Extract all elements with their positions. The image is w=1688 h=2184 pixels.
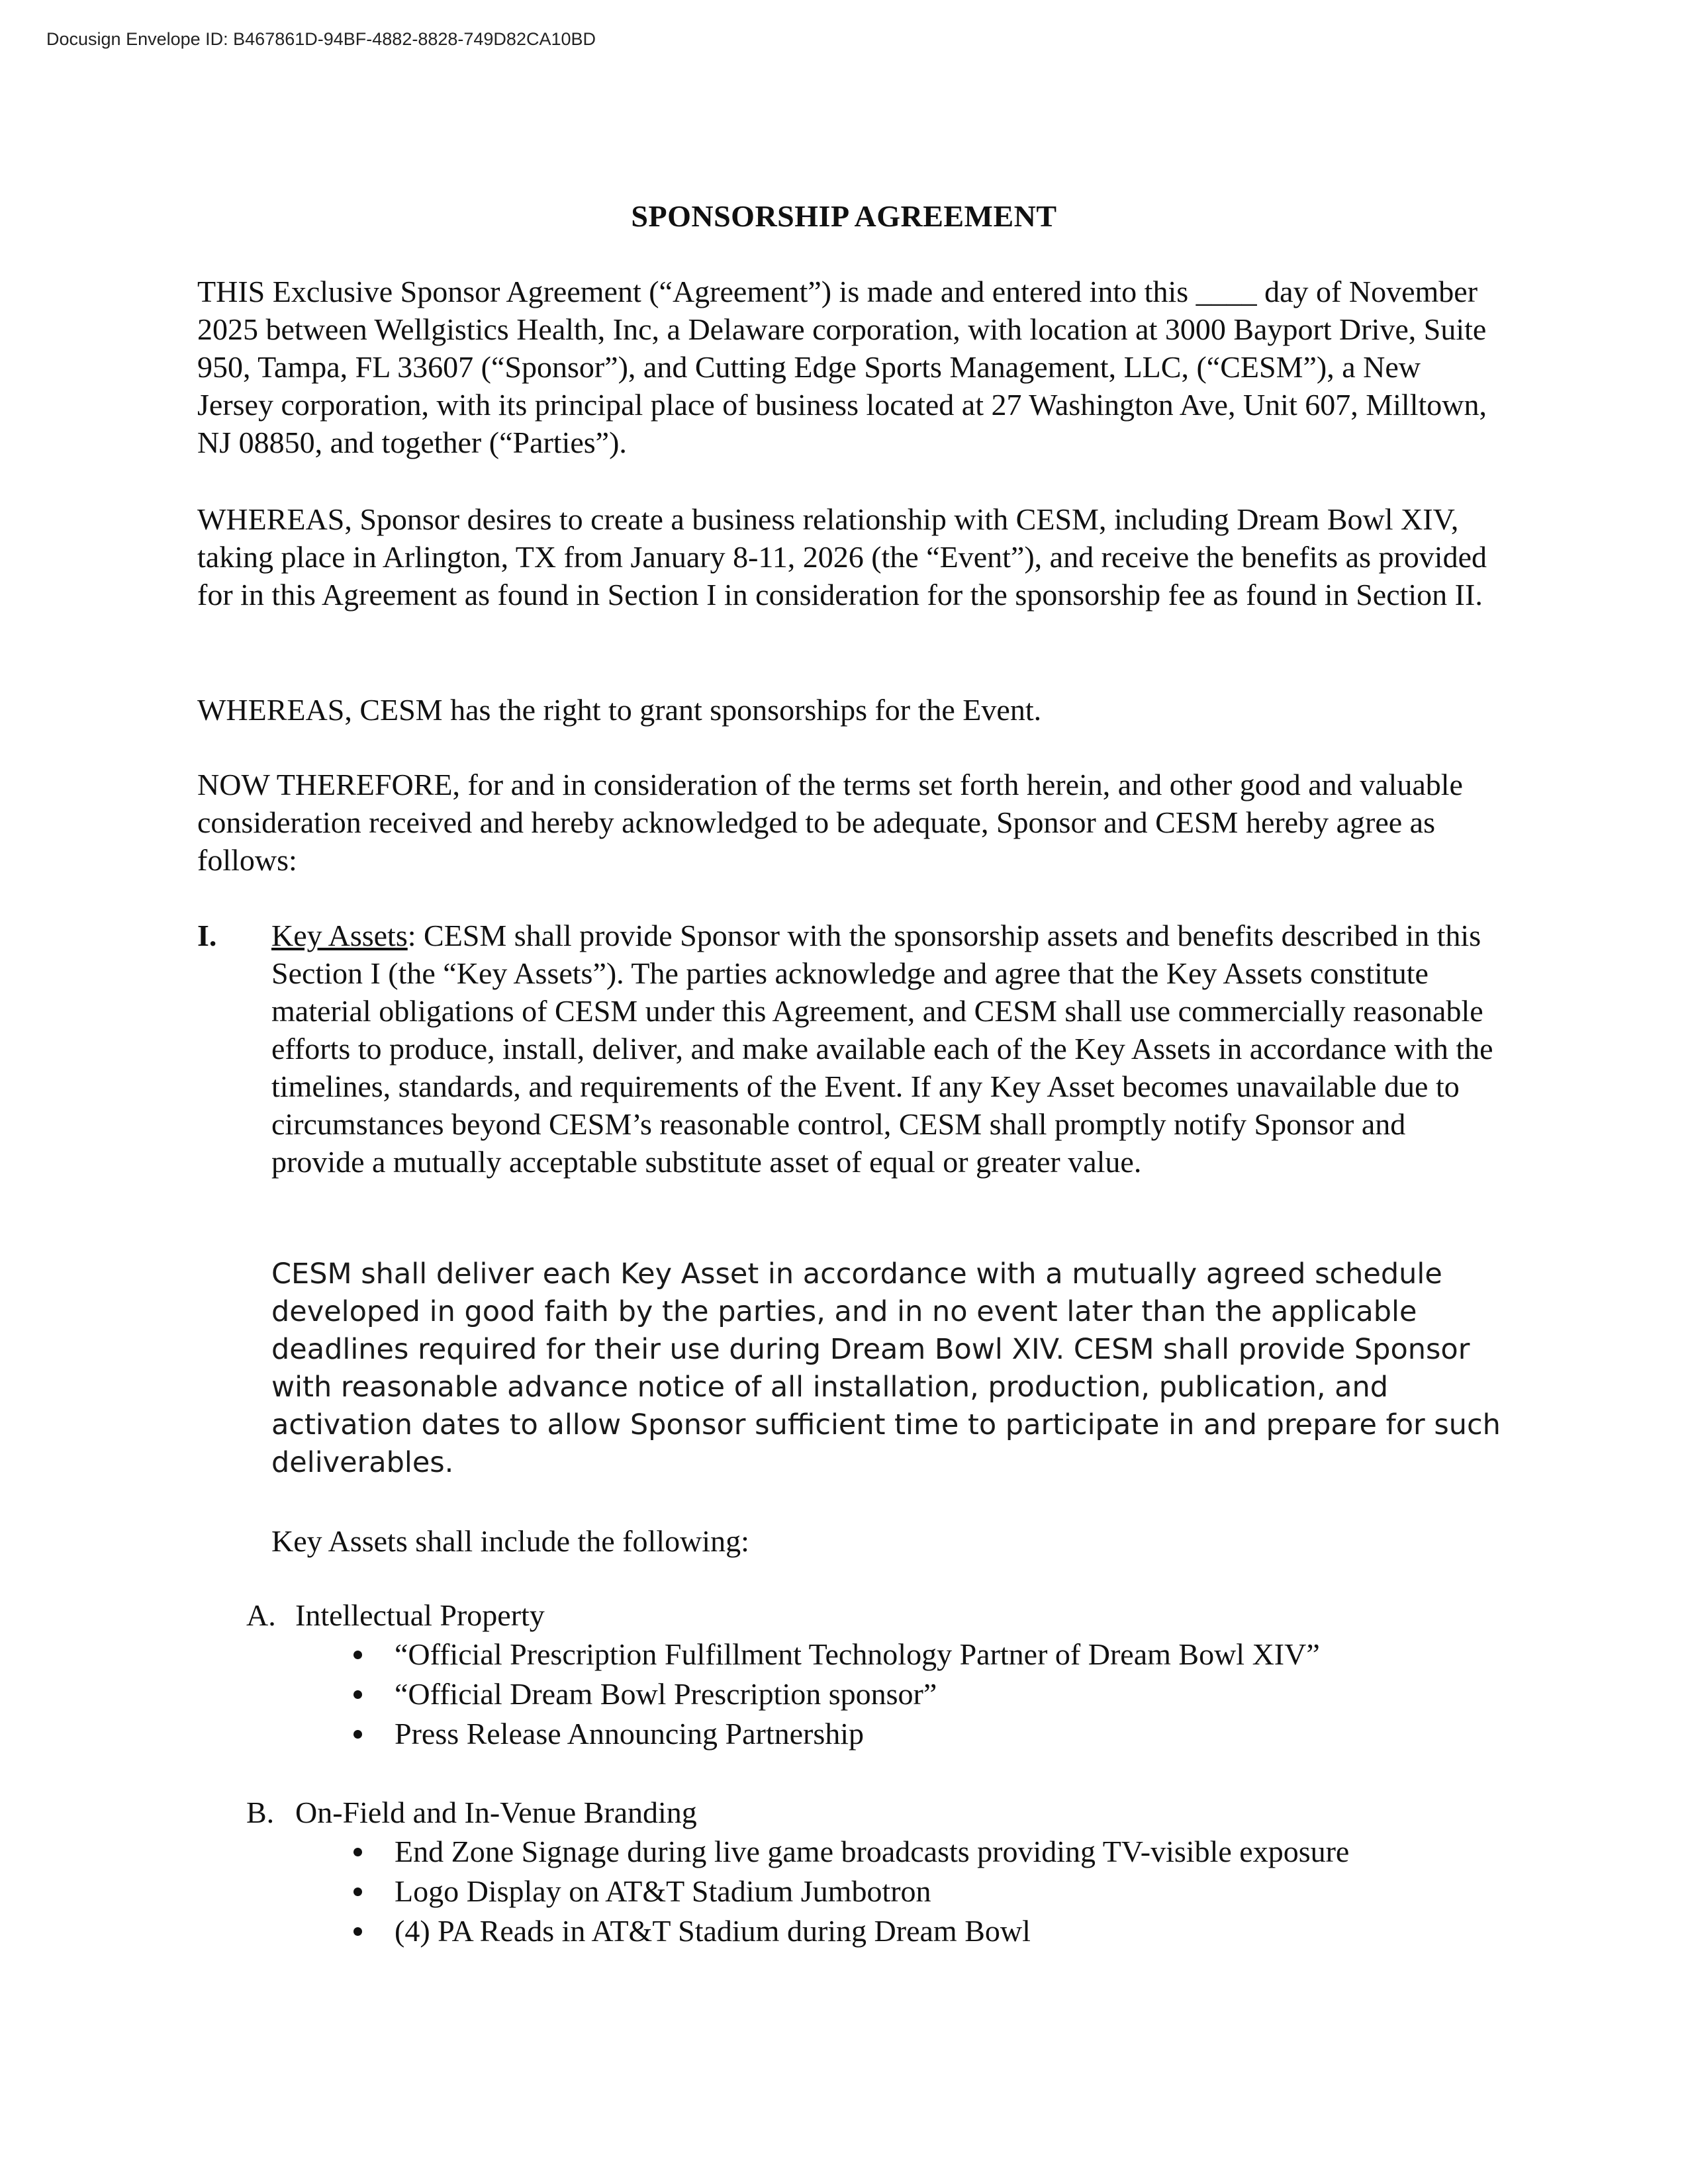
subsection-letter: A. bbox=[246, 1598, 276, 1632]
section-key-assets-body bbox=[271, 917, 1503, 1181]
whereas-paragraph-2: WHEREAS, CESM has the right to grant sponsorships for the Event. bbox=[197, 693, 1042, 727]
envelope-id: Docusign Envelope ID: B467861D-94BF-4882-8828-749D82CA10BD bbox=[46, 29, 596, 49]
subsection-a-list bbox=[344, 1635, 1320, 1754]
section-number: I. bbox=[197, 919, 217, 952]
subsection-a-heading bbox=[246, 1596, 545, 1634]
list-item: “Official Prescription Fulfillment Technology Partner of Dream Bowl XIV” bbox=[344, 1635, 1320, 1674]
section-heading: Key Assets bbox=[271, 919, 408, 952]
list-item: Logo Display on AT&T Stadium Jumbotron bbox=[344, 1872, 1349, 1911]
delivery-paragraph: CESM shall deliver each Key Asset in accordance with a mutually agreed schedule developed in good faith by the parties, and in no event later than the applicable deadlines required for their use during Dream Bowl XIV. CESM shall provide Sponsor with reasonable advance notice of all installation, production, publication, and activation dates to allow Sponsor sufficient time to participate in and prepare for such deliverables. bbox=[271, 1257, 1501, 1479]
subsection-b-list bbox=[344, 1832, 1349, 1951]
subsection-title: Intellectual Property bbox=[295, 1598, 545, 1632]
intro-paragraph: THIS Exclusive Sponsor Agreement (“Agreement”) is made and entered into this ____ day of November 2025 between Wellgistics Health, Inc, a Delaware corporation, with location at 3000 Bayport Drive, Suite 950, Tampa, FL 33607 (“Sponsor”), and Cutting Edge Sports Management, LLC, (“CESM”), a New Jersey corporation, with its principal place of business located at 27 Washington Ave, Unit 607, Milltown, NJ 08850, and together (“Parties”). bbox=[197, 275, 1487, 459]
list-item: (4) PA Reads in AT&T Stadium during Dream Bowl bbox=[344, 1911, 1349, 1951]
subsection-letter: B. bbox=[246, 1796, 275, 1829]
key-assets-include: Key Assets shall include the following: bbox=[271, 1524, 749, 1558]
subsection-title: On-Field and In-Venue Branding bbox=[295, 1796, 697, 1829]
document-title: SPONSORSHIP AGREEMENT bbox=[631, 199, 1057, 233]
list-item: End Zone Signage during live game broadcasts providing TV-visible exposure bbox=[344, 1832, 1349, 1872]
section-body-text: : CESM shall provide Sponsor with the sponsorship assets and benefits described in this Section I (the “Key Assets”). The parties acknowledge and agree that the Key Assets constitute material obligations of CESM under this Agreement, and CESM shall use commercially reasonable efforts to produce, install, deliver, and make available each of the Key Assets in accordance with the timelines, standards, and requirements of the Event. If any Key Asset becomes unavailable due to circumstances beyond CESM’s reasonable control, CESM shall promptly notify Sponsor and provide a mutually acceptable substitute asset of equal or greater value. bbox=[271, 919, 1493, 1179]
now-therefore-paragraph: NOW THEREFORE, for and in consideration of the terms set forth herein, and other good and valuable consideration received and hereby acknowledged to be adequate, Sponsor and CESM hereby agree as follows: bbox=[197, 768, 1463, 877]
subsection-b-heading bbox=[246, 1794, 697, 1831]
list-item: “Official Dream Bowl Prescription sponsor” bbox=[344, 1674, 1320, 1714]
list-item: Press Release Announcing Partnership bbox=[344, 1714, 1320, 1754]
whereas-paragraph-1: WHEREAS, Sponsor desires to create a business relationship with CESM, including Dream Bowl XIV, taking place in Arlington, TX from January 8-11, 2026 (the “Event”), and receive the benefits as provided for in this Agreement as found in Section I in consideration for the sponsorship fee as found in Section II. bbox=[197, 502, 1487, 612]
